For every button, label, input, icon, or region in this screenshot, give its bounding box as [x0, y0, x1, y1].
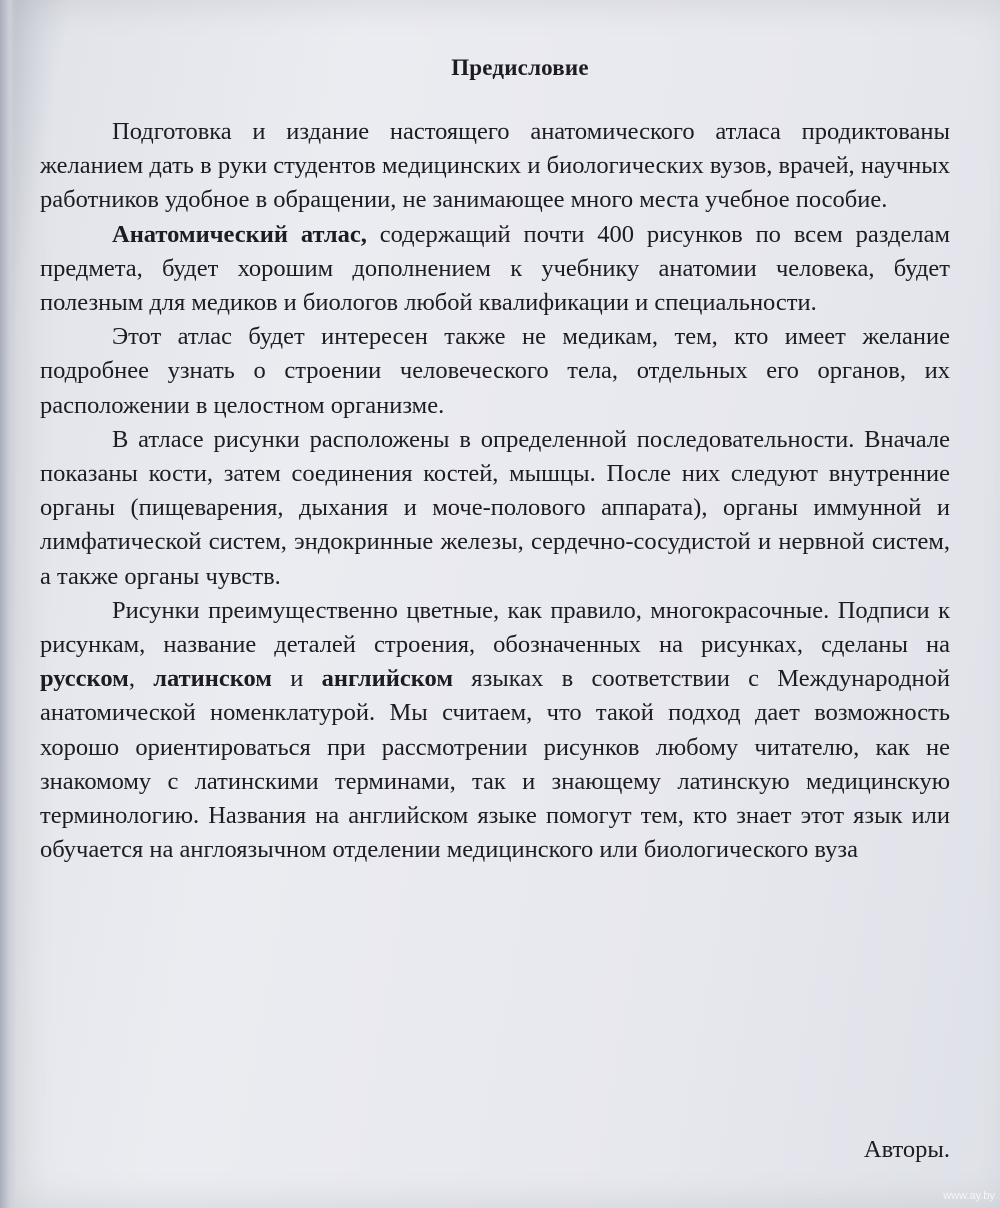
paragraph-3-text: Этот атлас будет интересен также не медикам, тем, кто имеет желание подробнее узнать о строении человеческого тела, отдельных его органов, их расположении в целостном организме. [40, 323, 950, 419]
page-title: Предисловие [451, 55, 589, 80]
paragraph-3 [40, 320, 950, 423]
preface-body [40, 115, 950, 867]
paragraph-5-bold-russian: русском [40, 665, 129, 693]
paragraph-5-sep-2: и [272, 665, 322, 693]
paragraph-5-bold-english: английском [321, 665, 454, 693]
paragraph-2-bold-lead: Анатомический атлас, [112, 220, 367, 248]
page-spine-shadow [0, 0, 16, 1208]
paragraph-5 [40, 594, 950, 868]
paragraph-1-text: Подготовка и издание настоящего анатомического атласа продиктованы желанием дать в руки студентов медицинских и биологических вузов, врачей, научных работников удобное в обращении, не занимающее много места учебное пособие. [40, 118, 950, 214]
watermark: www.ay.by [943, 1190, 995, 1202]
paragraph-2 [40, 218, 950, 321]
paragraph-4-text: В атласе рисунки расположены в определенной последовательности. Вначале показаны кости, затем соединения костей, мышцы. После них следуют внутренние органы (пищеварения, дыхания и моче-полового аппарата), органы иммунной и лимфатической систем, эндокринные железы, сердечно-сосудистой и нервной систем, а также органы чувств. [40, 425, 950, 590]
paragraph-5-bold-latin: латинском [153, 665, 272, 693]
paragraph-1 [40, 115, 950, 218]
paragraph-2-text: содержащий почти 400 рисунков по всем разделам предмета, будет хорошим дополнением к учебнику анатомии человека, будет полезным для медиков и биологов любой квалификации и специальности. [40, 220, 950, 317]
paragraph-5-text-b: языках в соответствии с Международной анатомической номенклатурой. Мы считаем, что такой подход дает возможность хорошо ориентироваться при рассмотрении рисунков любому читателю, как не знакомому с латинскими терминами, так и знающему латинскую медицинскую терминологию. Названия на английском языке помогут тем, кто знает этот язык или обучается на англоязычном отделении медицинского или биологического вуза [40, 665, 951, 864]
signature: Авторы. [863, 1136, 950, 1163]
paragraph-4 [40, 423, 950, 594]
paragraph-5-sep-1: , [128, 665, 154, 693]
paragraph-5-text-a: Рисунки преимущественно цветные, как правило, многокрасочные. Подписи к рисункам, название деталей строения, обозначенных на рисунках, сделаны на [40, 596, 950, 659]
